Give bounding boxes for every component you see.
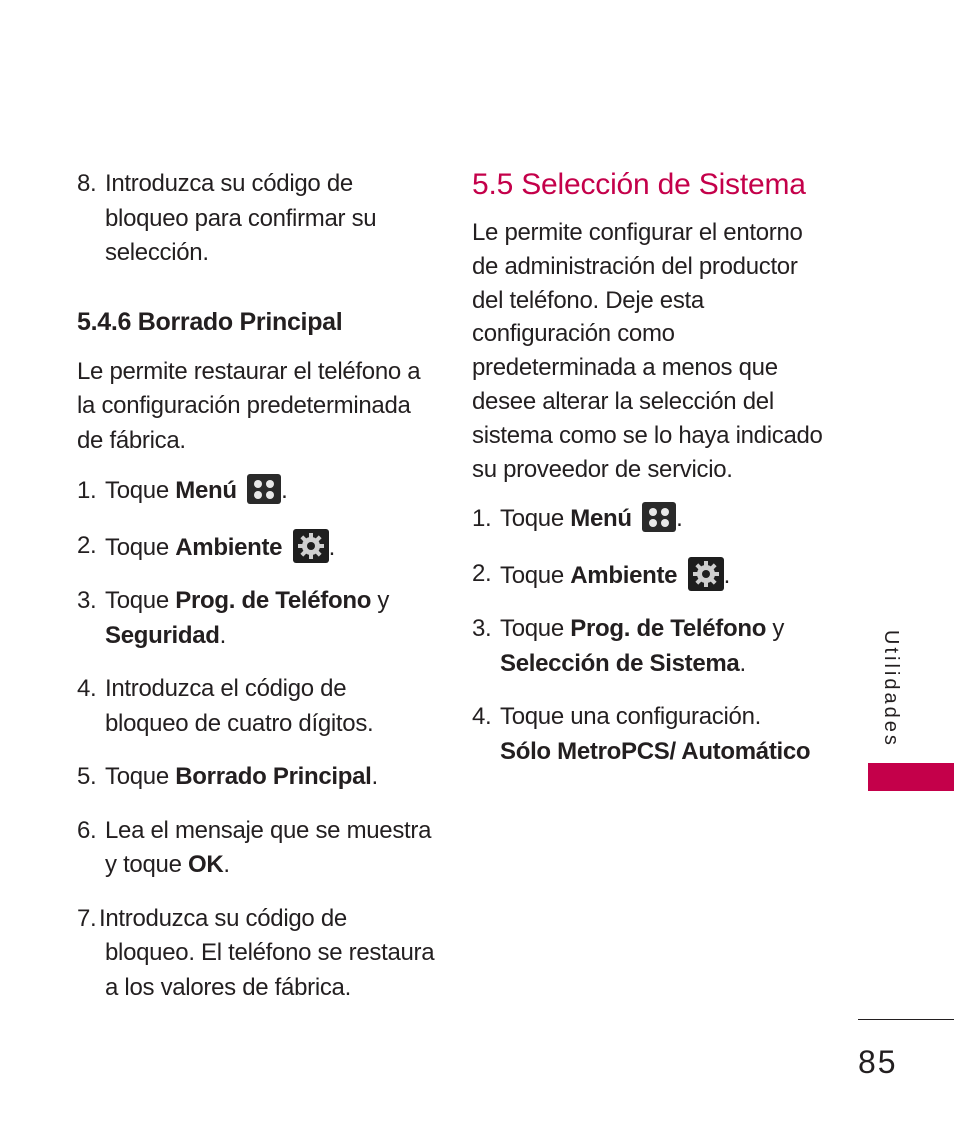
section-heading: 5.5 Selección de Sistema — [472, 168, 806, 201]
step-5: 5. Toque Borrado Principal. — [77, 763, 378, 790]
settings-gear-icon — [688, 557, 724, 591]
step-1: 1. Toque Menú . — [77, 474, 437, 509]
step-7: 7. Introduzca su código de bloqueo. El teléfono se restaura a los valores de fábrica. — [77, 904, 435, 1001]
menu-grid-icon — [642, 502, 676, 532]
ambiente-label: Ambiente — [175, 533, 283, 561]
intro-paragraph: Le permite configurar el entorno de administración del productor del teléfono. Deje esta configuración como predeterminada a menos que desee alterar la selección del sistema como se lo haya indicado su proveedor de servicio. — [472, 219, 823, 483]
right-column — [472, 166, 842, 769]
menu-label: Menú — [570, 505, 632, 533]
intro-paragraph: Le permite restaurar el teléfono a la configuración predeterminada de fábrica. — [77, 357, 421, 454]
step-number: 8. — [77, 170, 97, 197]
page-number: 85 — [858, 1044, 898, 1080]
step-3: 3. Toque Prog. de Teléfono y Seguridad. — [77, 587, 390, 649]
ambiente-label: Ambiente — [570, 561, 678, 589]
step-4: 4. Toque una configuración. Sólo MetroPCS/ Automático — [472, 703, 811, 765]
step-2: 2. Toque Ambiente . — [77, 529, 437, 566]
menu-grid-icon — [247, 474, 281, 504]
step-text: selección. — [105, 239, 209, 266]
section-tab-marker — [868, 763, 954, 791]
step-text: bloqueo para confirmar su — [105, 204, 377, 232]
step-3: 3. Toque Prog. de Teléfono y Selección de Sistema. — [472, 615, 785, 677]
step-1: 1. Toque Menú . — [472, 502, 842, 537]
footer-rule — [858, 1019, 954, 1020]
settings-gear-icon — [293, 529, 329, 563]
left-column — [77, 167, 437, 1005]
step-8 — [77, 167, 437, 271]
menu-label: Menú — [175, 477, 237, 504]
step-4: 4. Introduzca el código de bloqueo de cuatro dígitos. — [77, 675, 374, 737]
step-6: 6. Lea el mensaje que se muestra y toque OK. — [77, 816, 432, 878]
step-text: Introduzca su código de — [105, 170, 353, 197]
section-side-label: Utilidades — [880, 630, 902, 748]
subheading-borrado-principal: 5.4.6 Borrado Principal — [77, 307, 343, 336]
step-2: 2. Toque Ambiente . — [472, 557, 842, 594]
